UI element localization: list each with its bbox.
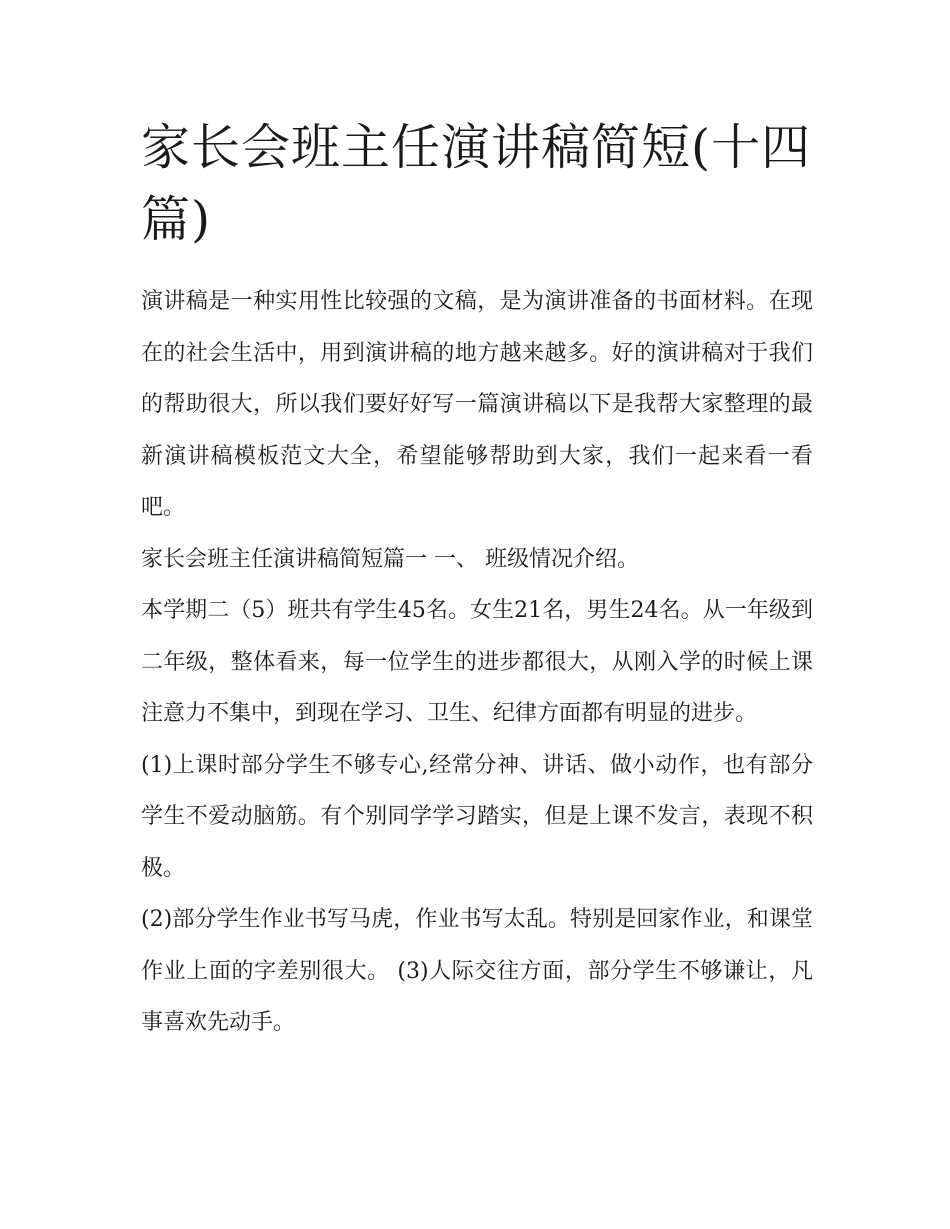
document-page	[141, 112, 813, 1049]
intro-paragraph: 演讲稿是一种实用性比较强的文稿，是为演讲准备的书面材料。在现在的社会生活中，用到演讲稿的地方越来越多。好的演讲稿对于我们的帮助很大，所以我们要好好写一篇演讲稿以下是我帮大家整理的最新演讲稿模板范文大全，希望能够帮助到大家，我们一起来看一看吧。	[141, 289, 813, 520]
section-heading-paragraph: 家长会班主任演讲稿简短篇一 一、 班级情况介绍。	[141, 546, 639, 572]
issue-2-3-paragraph: (2)部分学生作业书写马虎，作业书写太乱。特别是回家作业，和课堂作业上面的字差别很大。 (3)人际交往方面，部分学生不够谦让，凡事喜欢先动手。	[141, 907, 813, 1035]
class-overview-paragraph: 本学期二（5）班共有学生45名。女生21名，男生24名。从一年级到二年级，整体看来，每一位学生的进步都很大，从刚入学的时候上课注意力不集中，到现在学习、卫生、纪律方面都有明显的进步。	[141, 598, 813, 726]
issue-1-paragraph: (1)上课时部分学生不够专心,经常分神、讲话、做小动作，也有部分学生不爱动脑筋。有个别同学学习踏实，但是上课不发言，表现不积极。	[141, 752, 813, 881]
document-title: 家长会班主任演讲稿简短(十四篇)	[141, 119, 812, 248]
